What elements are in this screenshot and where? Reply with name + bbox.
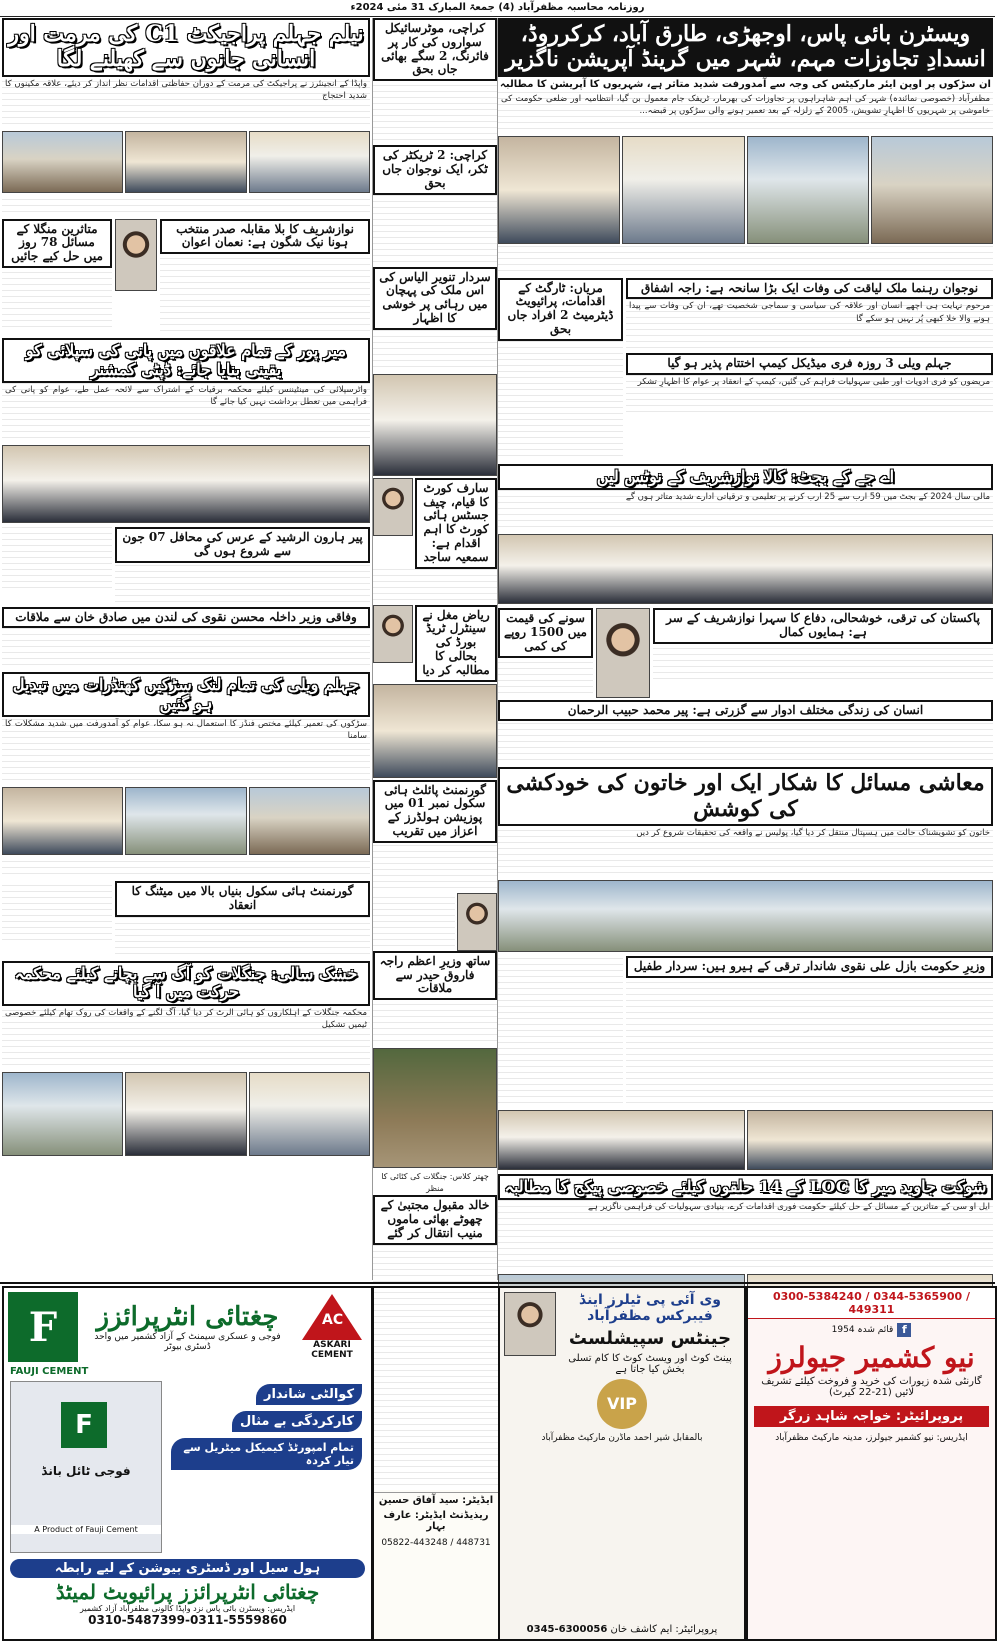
brief-headline: سردار تنویر الیاس کی اس ملک کی پہچان میں رہائی پر خوشی کا اظہار <box>373 267 497 330</box>
vip-title: وی آئی پی ٹیلرز اینڈ فیبرکس مظفرآباد <box>579 1292 721 1324</box>
company-phones: 0310-5487399-0311-5559860 <box>88 1613 287 1627</box>
lead-photo-caption <box>498 246 993 276</box>
photo-caption <box>2 195 370 217</box>
story-headline: خشک سالی: جنگلات کو آگ سے بچانے کیلئے محکمہ حرکت میں آ گیا <box>2 961 370 1006</box>
story-photos <box>2 129 370 195</box>
editor-phones: 05822-443248 / 448731 <box>381 1538 491 1548</box>
story-headline: جہلم ویلی 3 روزہ فری میڈیکل کیمپ اختتام پذیر ہو گیا <box>626 353 993 375</box>
story-body <box>160 254 370 336</box>
brief-headline: کراچی: 2 ٹریکٹر کی ٹکر، ایک نوجوان جاں بحق <box>373 145 497 194</box>
photo-street <box>125 131 246 193</box>
photo-officials <box>373 684 497 778</box>
photo-market <box>249 131 370 193</box>
brief-headline: سارف کورٹ کا قیام، چیف جسٹس ہائی کورٹ کا اہم اقدام ہے: سمعیہ ساجد <box>415 478 497 569</box>
story-body: سڑکوں کی تعمیر کیلئے مختص فنڈز کا استعمال نہ ہو سکا، عوام کو آمدورفت میں شدید مشکلات کا سامنا <box>2 717 370 785</box>
tag-performance: کارکردگی بے مثال <box>232 1411 362 1432</box>
vip-address: بالمقابل شیر احمد ماڈرن مارکیٹ مظفرآباد <box>541 1433 703 1443</box>
portrait-photo <box>115 219 157 291</box>
story-body <box>2 268 112 332</box>
photo-classroom <box>249 1072 370 1156</box>
photo-caption: چھتر کلاس: جنگلات کی کٹائی کا منظر <box>381 1172 489 1193</box>
tag-material: تمام امپورٹڈ کیمیکل میٹریل سے تیار کردہ <box>171 1438 362 1470</box>
story-photos <box>498 878 993 954</box>
owner-photo <box>504 1292 556 1356</box>
story-headline: انسان کی زندگی مختلف ادوار سے گزرتی ہے: پیر محمد حبیب الرحمان <box>498 700 993 722</box>
right-column <box>498 18 993 1280</box>
left-column <box>2 18 370 1280</box>
brief-headline: خالد مقبول مجتبیٰ کے چھوٹے بھائی ماموں منیب انتقال کر گئے <box>373 1195 497 1244</box>
story-photos <box>2 785 370 857</box>
lead-subheadline: ان سڑکوں پر اوپن ایئر مارکیٹس کی وجہ سے آمدورفت شدید متاثر ہے، شہریوں کا آپریشن کا مطالبہ <box>500 78 991 90</box>
photo-forest <box>373 1048 497 1168</box>
resident-editor-name: عارف بہار <box>383 1510 446 1532</box>
story-headline: سونے کی قیمت میں 1500 روپے کی کمی <box>498 608 593 657</box>
fauji-cement-ad <box>2 1286 373 1641</box>
photo-gathering <box>498 534 993 604</box>
story-photos <box>498 1108 993 1172</box>
photo-meeting <box>747 1110 994 1170</box>
dealer-name: چغتائی انٹرپرائزز <box>96 1302 279 1332</box>
facebook-icon: f <box>897 1323 911 1337</box>
photo-office <box>498 1110 745 1170</box>
story-headline: معاشی مسائل کا شکار ایک اور خاتون کی خودکشی کی کوشش <box>498 767 993 826</box>
story-body <box>115 563 370 607</box>
vip-owner: پروپرائیٹر: ایم کاشف خان <box>610 1624 718 1635</box>
story-headline: مریاں: ٹارگٹ کے اقدامات، پرائیویٹ ڈیٹرمیٹ 2 افراد جاں بحق <box>498 278 623 341</box>
editor-label: ایڈیٹر <box>466 1495 494 1506</box>
story-headline: متاثرین منگلا کے مسائل 78 روز میں حل کیے جائیں <box>2 219 112 268</box>
advertisements-strip <box>0 1282 995 1643</box>
jewellers-phones: 0300-5384240 / 0344-5365900 / 449311 <box>748 1288 995 1319</box>
story-body: خاتون کو تشویشناک حالت میں ہسپتال منتقل کر دیا گیا، پولیس نے واقعہ کی تحقیقات شروع کر دیں <box>498 826 993 878</box>
story-body <box>115 917 370 959</box>
photo-street <box>871 136 993 244</box>
cement-bag-image <box>10 1381 162 1553</box>
vip-description: پینٹ کوٹ اور ویسٹ کوٹ کا کام تسلی بخش کیا جاتا ہے <box>568 1353 732 1375</box>
company-address: ایڈریس: ویسٹرن بائی پاس نزد واپڈا کالونی مظفرآباد آزاد کشمیر <box>79 1604 296 1613</box>
company-name: چغتائی انٹرپرائزز پرائیویٹ لمیٹڈ <box>55 1580 320 1604</box>
bag-product-line: A Product of Fauji Cement <box>11 1525 161 1534</box>
photo-students <box>125 1072 246 1156</box>
story-headline: نوجوان رہنما ملک لیاقت کی وفات ایک بڑا سانحہ ہے: راجہ اشفاق <box>626 278 993 300</box>
story-body <box>498 658 593 698</box>
story-body: مریضوں کو فری ادویات اور طبی سہولیات فراہم کی گئیں، کیمپ کے انعقاد پر عوام کا اظہارِ تشکر <box>626 375 993 417</box>
photo-caption <box>2 857 370 879</box>
brief-body <box>373 330 497 372</box>
bag-logo: F <box>61 1402 107 1448</box>
story-headline: وفاقی وزیر داخلہ محسن نقوی کی لندن میں صادق خان سے ملاقات <box>2 607 370 629</box>
story-body: مالی سال 2024 کے بجٹ میں 59 ارب سے 25 ارب کرنے پر تعلیمی و ترقیاتی ادارے شدید متاثر ہوں گے <box>498 490 993 532</box>
vip-phone: 0345-6300056 <box>526 1624 608 1635</box>
brief-body <box>373 195 497 267</box>
brief-body <box>373 893 455 951</box>
photo-road <box>622 136 744 244</box>
photo-drawing <box>2 1072 123 1156</box>
story-photos <box>2 443 370 525</box>
story-body <box>498 721 993 765</box>
photo-market <box>498 136 620 244</box>
portrait-photo <box>596 608 650 697</box>
story-body <box>2 628 370 670</box>
story-headline: پیر ہارون الرشید کے عرس کی محافل 07 جون سے شروع ہوں گی <box>115 527 370 563</box>
brief-body <box>373 81 497 145</box>
story-body: واٹرسپلائی کی مینٹیننس کیلئے محکمہ برقیات کے اشتراک سے لائحہ عمل طے، عوام کو پانی کی فراہمی میں تعطل برداشت نہیں کیا جائے گا <box>2 383 370 443</box>
story-headline: میر پور کے تمام علاقوں میں پانی کی سپلائی کو یقینی بنایا جائے: ڈپٹی کمشنر <box>2 338 370 383</box>
lead-body: مظفرآباد (خصوصی نمائندہ) شہر کی اہم شاہراہوں پر تجاوزات کی بھرمار، ٹریفک جام معمول بن گیا، انتظامیہ اور ضلعی حکومت کی خاموشی پر شہریوں کا اظہارِ تشویش، 2005 کے زلزلہ کے بعد تعمیر ہونے والی سڑکوں پر قبضہ... <box>498 92 993 134</box>
portrait-photo <box>457 893 497 951</box>
story-headline: گورنمنٹ ہائی سکول بنیاں بالا میں میٹنگ کا انعقاد <box>115 881 370 917</box>
vip-badge: VIP <box>597 1379 647 1429</box>
story-body: مرحوم نہایت ہی اچھے انسان اور علاقہ کی سیاسی و سماجی شخصیت تھے، ان کی وفات سے پیدا ہونے والا خلا کبھی پُر نہیں ہو سکے گا <box>626 299 993 353</box>
lead-headline: ویسٹرن بائی پاس، اوجھڑی، طارق آباد، کرکرروڈ، انسدادِ تجاوزات مہم، شہر میں گرینڈ آپریشن ناگزیر <box>498 18 993 77</box>
story-body: محکمہ جنگلات کے اہلکاروں کو ہائی الرٹ کر دیا گیا، آگ لگنے کے واقعات کی روک تھام کیلئے خصوصی ٹیمیں تشکیل <box>2 1006 370 1070</box>
jewellers-address: ایڈریس: نیو کشمیر جیولرز، مدینہ مارکیٹ مظفرآباد <box>775 1433 968 1443</box>
portrait-photo <box>373 605 413 663</box>
story-body <box>2 527 112 593</box>
bag-label: فوجی ٹائل بانڈ <box>41 1464 131 1478</box>
brief-headline: گورنمنٹ پائلٹ ہائی سکول نمبر 01 میں پوزیشن ہولڈرز کے اعزاز میں تقریب <box>373 780 497 843</box>
story-photos <box>498 532 993 606</box>
photo-crowd <box>2 131 123 193</box>
vip-tailors-ad <box>498 1286 746 1641</box>
portrait-photo <box>373 478 413 536</box>
story-body <box>626 978 993 1108</box>
brief-headline: کراچی، موٹرسائیکل سواروں کی کار پر فائرنگ، 2 سگے بھائی جاں بحق <box>373 18 497 81</box>
story-photos <box>2 1070 370 1158</box>
story-body <box>2 881 112 945</box>
masthead: روزنامہ محاسبہ مظفرآباد (4) جمعۃ المبارک 31 مئی 2024ء <box>0 0 995 17</box>
photo-meeting <box>373 374 497 476</box>
dealer-subtitle: فوجی و عسکری سیمنٹ کے آزاد کشمیر میں واحد ڈسٹری بیوٹر <box>94 1332 281 1352</box>
story-headline: شوکت جاوید میر کا LOC کے 14 حلقوں کیلئے خصوصی پیکج کا مطالبہ <box>498 1174 993 1200</box>
jewellers-description: گارنٹی شدہ زیورات کی خرید و فروخت کیلئے تشریف لائیں (21-22 کیرٹ) <box>761 1376 982 1398</box>
middle-column <box>372 18 498 1280</box>
editor-name: سید آفاق حسین <box>378 1495 459 1506</box>
photo-site <box>249 787 370 855</box>
brief-body <box>373 1000 497 1046</box>
fauji-logo: F <box>8 1292 78 1362</box>
editor-box: ایڈیٹر: سید آفاق حسین ریذیڈنٹ ایڈیٹر: عارف بہار 05822-443248 / 448731 <box>372 1286 500 1641</box>
photo-workers <box>747 136 869 244</box>
brief-body <box>374 1288 498 1490</box>
photo-gathering <box>2 445 370 523</box>
photo-officials <box>2 787 123 855</box>
resident-editor-label: ریذیڈنٹ ایڈیٹر <box>418 1510 489 1521</box>
brief-headline: ساتھ وزیرِ اعظم راجہ فاروق حیدر سے ملاقات <box>373 951 497 1000</box>
photo-group <box>498 880 993 952</box>
story-headline: نوازشریف کا بلا مقابلہ صدر منتخب ہونا نیک شگون ہے: نعمان اعوان <box>160 219 370 255</box>
since-year: قائم شدہ 1954 <box>831 1325 894 1335</box>
photo-visit <box>125 787 246 855</box>
askari-logo: AC ASKARI CEMENT <box>297 1294 367 1360</box>
brief-body <box>373 569 497 605</box>
story-headline: پاکستان کی ترقی، خوشحالی، دفاع کا سہرا نوازشریف کے سر ہے: ہمایوں کمال <box>653 608 993 644</box>
story-headline: وزیرِ حکومت بازل علی نقوی شاندار ترقی کے ہیرو ہیں: سردار طفیل <box>626 956 993 978</box>
jewellers-ad <box>746 1286 997 1641</box>
fauji-brand: FAUJI CEMENT <box>10 1366 89 1377</box>
vip-specialist: جینٹس سپیشلسٹ <box>568 1328 732 1349</box>
story-body <box>498 341 623 461</box>
brief-headline: ریاض مغل نے سینٹرل ٹریڈ بورڈ کی بحالی کا مطالبہ کر دیا <box>415 605 497 682</box>
lead-photos <box>498 134 993 246</box>
story-body: واپڈا کے انجینئرز نے پراجیکٹ کی مرمت کے دوران حفاظتی اقدامات نظر انداز کر دیئے، علاقہ مکینوں کا شدید احتجاج <box>2 77 370 129</box>
brief-body <box>373 843 497 893</box>
story-headline: جہلم ویلی کی تمام لنک سڑکیں کھنڈرات میں تبدیل ہو گئیں <box>2 672 370 717</box>
story-body: ایل او سی کے متاثرین کے مسائل کے حل کیلئے حکومت فوری اقدامات کرے، بنیادی سہولیات کی فراہمی ناگزیر ہے <box>498 1200 993 1272</box>
wholesale-contact: ہول سیل اور ڈسٹری بیوشن کے لیے رابطہ <box>10 1559 365 1578</box>
brief-body <box>373 1245 497 1287</box>
story-body <box>653 644 993 684</box>
tag-quality: کوالٹی شاندار <box>256 1384 362 1405</box>
lead-headline: نیلم جہلم پراجیکٹ C1 کی مرمت اور انسانی جانوں سے کھیلنے لگا <box>2 18 370 77</box>
jewellers-owner: پروپرائیٹر: خواجہ شاہد زرگر <box>754 1406 989 1427</box>
story-body <box>498 956 623 1108</box>
story-headline: اے جے کے بجٹ: کالا نوازشریف کے نوٹس لیں <box>498 464 993 490</box>
jewellers-name: نیو کشمیر جیولرز <box>768 1341 975 1374</box>
